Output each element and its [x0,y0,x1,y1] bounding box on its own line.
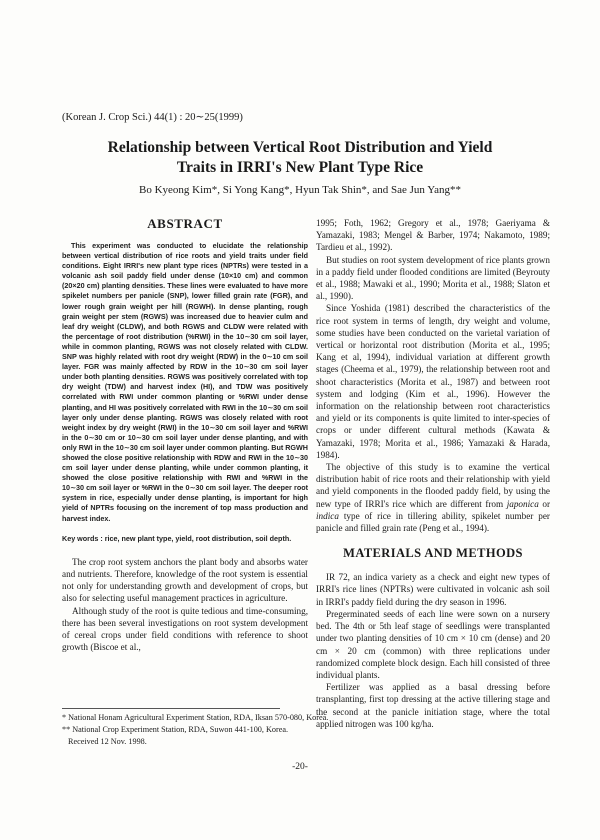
objective-text-c: type of rice in tillering ability, spikelet number per panicle and filled grain rate (Peng et al., 1994). [316,510,553,534]
page-number: -20- [292,762,308,772]
received-date: Received 12 Nov. 1998. [68,737,147,746]
intro-paragraph-2: Although study of the root is quite tedious and time-consuming, there has been several investigations on root system development of cereal crops under field conditions with reference to shoot growth (Biscoe et al., [62,605,308,653]
title-line-2: Traits in IRRI's New Plant Type Rice [176,159,424,176]
paper-title [40,138,560,178]
methods-paragraph-2: Pregerminated seeds of each line were sown on a nursery bed. The 4th or 5th leaf stage of seedlings were transplanted under two planting densities of 10 cm × 10 cm (dense) and 20 cm × 20 cm (common) with three replications under randomized complete block design. Each hill consisted of three individual plants. [316,608,550,680]
right-column [316,217,553,730]
italic-japonica: japonica [506,498,539,509]
objective-text-a: The objective of this study is to examine the vertical distribution habit of rice roots and their relationship with yield and yield components in the flooded paddy field, by using the new type of IRRI's rice which are different from [316,462,553,509]
keywords: Key words : rice, new plant type, yield, root distribution, soil depth. [62,533,292,543]
footnote-affiliation-2: ** National Crop Experiment Station, RDA, Suwon 441-100, Korea. [62,725,289,734]
footnotes [62,712,542,748]
methods-paragraph-1: IR 72, an indica variety as a check and eight new types of IRRI's rice lines (NPTRs) were cultivated in volcanic ash soil in IRRI's paddy field during the dry season in 1996. [316,572,550,607]
abstract-text: This experiment was conducted to elucidate the relationship between vertical distribution of rice roots and yield traits under field conditions. Eight IRRI's new plant type rices (NPTRs) were tested in a volcanic ash soil paddy field under dense (10×10 cm) and common (20×20 cm) planting densities. These lines were evaluated to have more spikelet numbers per panicle (SNP), lower filled grain rate (FGR), and lower rough grain weight per hill (RGWH). In dense planting, rough grain weight per stem (RGWS) was increased due to heavier culm and leaf dry weight (CLDW), and both RGWS and CLDW were related with the percentage of root distribution (%RWI) in the 10∼30 cm soil layer, while in common planting, RGWS was not closely related with CLDW. SNP was highly related with root dry weight (RDW) in the 0∼10 cm soil layer. FGR was mainly affected by RDW in the 10∼30 cm soil layer under both planting densities. RGWS was positively correlated with top dry weight (TDW) and harvest index (HI), and TDW was positively correlated with RWI under common planting or %RWI under dense planting, and HI was positively correlated with RWI in the 10∼30 cm soil layer only under dense planting. RGWS was closely related with root weight index by dry weight (RWI) in the 10∼30 cm soil layer and %RWI in the 0∼30 cm or 10∼30 cm soil layer under dense planting, and with only RWI in the 10∼30 cm soil layer under common planting. But RGWH showed the close positive relationship with RDW and RWI in the 10∼30 cm soil layer under dense planting, while under common planting, it showed the close positive relationship with RWI and %RWI in the 10∼30 cm soil layer or %RWI in the 0∼30 cm soil layer. The deeper root system in rice, especially under dense planting, is important for high yield of NPTRs focusing on the increment of top mass production and harvest index. [62,241,308,523]
author-list: Bo Kyeong Kim*, Si Yong Kang*, Hyun Tak Shin*, and Sae Jun Yang** [138,184,462,196]
footnote-affiliation-1: * National Honam Agricultural Experiment Station, RDA, Iksan 570-080, Korea. [62,713,329,722]
abstract-heading: ABSTRACT [147,216,223,231]
journal-reference: (Korean J. Crop Sci.) 44(1) : 20∼25(1999) [62,112,243,123]
intro-paragraph-1: The crop root system anchors the plant body and absorbs water and nutrients. Therefore, knowledge of the root system is essential not only for understanding growth and development of crops, but also for selecting useful management practices in agriculture. [62,556,308,604]
footnote-divider [62,708,280,709]
body-paragraph-2: But studies on root system development of rice plants grown in a paddy field under flooded conditions are limited (Beyrouty et al., 1988; Mawaki et al., 1990; Morita et al., 1988; Slaton et al., 1990). [316,254,550,302]
italic-indica: indica [316,510,339,521]
title-line-1: Relationship between Vertical Root Distribution and Yield [107,139,493,156]
left-column [62,216,308,653]
body-paragraph-continued: 1995; Foth, 1962; Gregory et al., 1978; Gaeriyama & Yamazaki, 1983; Mengel & Barber, 1974; Nakamoto, 1989; Tardieu et al., 1992). [316,218,550,253]
body-paragraph-3: Since Yoshida (1981) described the characteristics of the rice root system in terms of length, dry weight and volume, some studies have been conducted on the varietal variation of vertical or horizontal root distribution (Morita et al., 1995; Kang et al, 1994), individual variation at different growth stages (Cheema et al., 1979), the relationship between root and shoot characteristics (Morita et al., 1987) and between root system and lodging (Kim et al., 1996). However the information on the relationship between root characteristics and yield or its components is quite limited to inter-species of crops or under different cultural methods (Kawata & Yamazaki, 1978; Morita et al., 1986; Yamazaki & Harada, 1984). [316,303,550,460]
objective-text-b: or [538,498,553,509]
methods-paragraph-3: Fertilizer was applied as a basal dressing before transplanting, first top dressing at the active tillering stage and the second at the panicle initiation stage, where the total applied nitrogen was 100 kg/ha. [316,682,550,729]
objective-paragraph [316,461,553,534]
methods-heading: MATERIALS AND METHODS [343,546,523,561]
